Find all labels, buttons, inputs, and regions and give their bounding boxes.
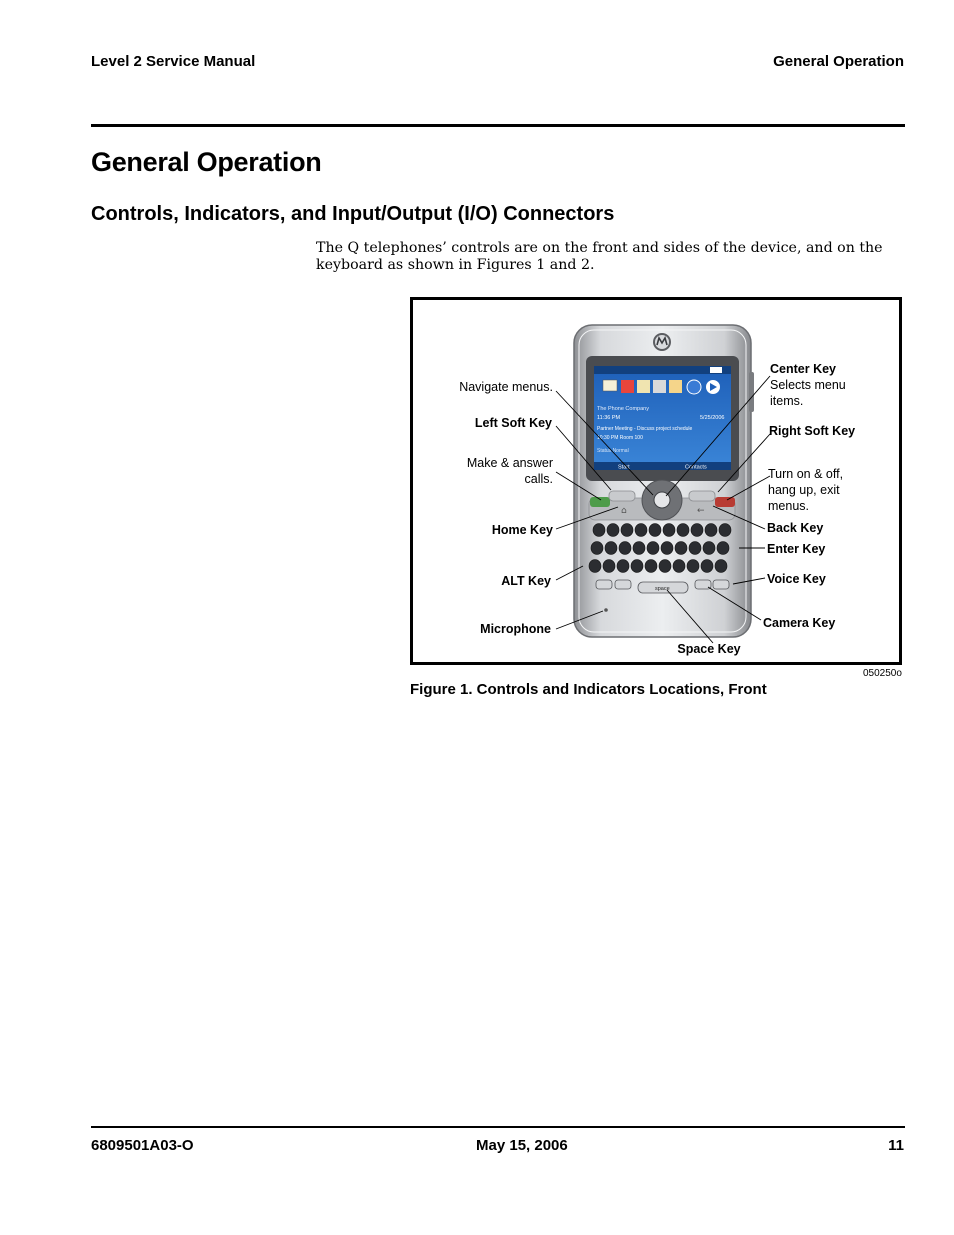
keyboard-key bbox=[691, 524, 703, 537]
label-alt-key: ALT Key bbox=[501, 574, 551, 588]
section-title: Controls, Indicators, and Input/Output (I/O) Connectors bbox=[91, 203, 615, 225]
svg-text:space: space bbox=[655, 586, 670, 592]
keyboard-key bbox=[659, 560, 671, 573]
svg-text:←: ← bbox=[697, 506, 705, 516]
header-right: General Operation bbox=[773, 53, 904, 70]
keyboard-key bbox=[675, 542, 687, 555]
keyboard-key bbox=[591, 542, 603, 555]
label-make-answer-2: calls. bbox=[524, 472, 553, 486]
keyboard-key bbox=[617, 560, 629, 573]
keyboard-key bbox=[603, 560, 615, 573]
keyboard-key bbox=[701, 560, 713, 573]
label-make-answer: Make & answer bbox=[466, 456, 553, 470]
page-title: General Operation bbox=[91, 147, 322, 177]
keyboard-key bbox=[635, 524, 647, 537]
label-right-soft-key: Right Soft Key bbox=[769, 424, 856, 438]
keyboard-key bbox=[647, 542, 659, 555]
label-space-key: Space Key bbox=[677, 642, 741, 656]
svg-text:The Phone Company: The Phone Company bbox=[597, 406, 649, 412]
call-key bbox=[590, 497, 610, 507]
keyboard-key bbox=[589, 560, 601, 573]
keyboard-key bbox=[605, 542, 617, 555]
svg-text:11:36 PM: 11:36 PM bbox=[597, 415, 621, 421]
keyboard-key bbox=[703, 542, 715, 555]
label-center-desc: Selects menu bbox=[770, 378, 846, 392]
keyboard-key bbox=[715, 560, 727, 573]
figure-caption: Figure 1. Controls and Indicators Locations, Front bbox=[410, 681, 767, 698]
keyboard-key bbox=[687, 560, 699, 573]
keyboard-key bbox=[717, 542, 729, 555]
svg-text:⌂: ⌂ bbox=[621, 506, 627, 516]
label-back-key: Back Key bbox=[767, 521, 824, 535]
keyboard-key bbox=[719, 524, 731, 537]
svg-text:Contacts: Contacts bbox=[685, 464, 707, 471]
keyboard-key bbox=[631, 560, 643, 573]
footer-page-number: 11 bbox=[888, 1137, 904, 1154]
label-microphone: Microphone bbox=[480, 622, 551, 636]
figure-1 bbox=[410, 297, 902, 665]
svg-text:Status Normal: Status Normal bbox=[597, 448, 629, 454]
figure-id: 050250o bbox=[863, 668, 902, 679]
keyboard-key bbox=[593, 524, 605, 537]
label-turn-on-off-3: menus. bbox=[768, 499, 809, 513]
label-left-soft-key: Left Soft Key bbox=[474, 416, 552, 430]
keyboard-key bbox=[649, 524, 661, 537]
keyboard-key bbox=[677, 524, 689, 537]
label-turn-on-off: Turn on & off, bbox=[768, 467, 844, 481]
left-soft-key-shape bbox=[609, 491, 635, 501]
keyboard-key bbox=[705, 524, 717, 537]
header-rule bbox=[91, 124, 905, 127]
svg-text:5/25/2006: 5/25/2006 bbox=[700, 415, 725, 421]
label-enter-key: Enter Key bbox=[767, 542, 826, 556]
label-turn-on-off-2: hang up, exit bbox=[768, 483, 840, 497]
keyboard-key bbox=[607, 524, 619, 537]
label-center-desc-2: items. bbox=[770, 394, 804, 408]
label-voice-key: Voice Key bbox=[767, 572, 826, 586]
keyboard-key bbox=[673, 560, 685, 573]
svg-text:Start: Start bbox=[618, 464, 630, 471]
svg-text:10:30 PM Room 100: 10:30 PM Room 100 bbox=[597, 435, 643, 441]
intro-paragraph: The Q telephones’ controls are on the front and sides of the device, and on the keyboard as shown in Figures 1 and 2. bbox=[316, 240, 883, 273]
footer-center: May 15, 2006 bbox=[476, 1137, 568, 1154]
keyboard-key bbox=[619, 542, 631, 555]
footer-left: 6809501A03-O bbox=[91, 1137, 194, 1154]
keyboard-key bbox=[621, 524, 633, 537]
phone-screen bbox=[594, 366, 731, 471]
keyboard-key bbox=[661, 542, 673, 555]
motorola-logo bbox=[653, 333, 671, 351]
label-navigate: Navigate menus. bbox=[459, 380, 553, 394]
right-soft-key-shape bbox=[689, 491, 715, 501]
phone-diagram bbox=[413, 300, 899, 662]
keyboard-key bbox=[645, 560, 657, 573]
microphone-hole bbox=[604, 608, 608, 612]
label-camera-key: Camera Key bbox=[763, 616, 836, 630]
footer-rule bbox=[91, 1126, 905, 1128]
keyboard-key bbox=[689, 542, 701, 555]
keyboard-key bbox=[633, 542, 645, 555]
svg-text:Partner Meeting - Discuss proj: Partner Meeting - Discuss project schedule bbox=[597, 426, 693, 432]
header-left: Level 2 Service Manual bbox=[91, 53, 256, 70]
keyboard-key bbox=[663, 524, 675, 537]
end-key bbox=[715, 497, 735, 507]
label-home-key: Home Key bbox=[491, 523, 553, 537]
label-center-key: Center Key bbox=[770, 362, 836, 376]
